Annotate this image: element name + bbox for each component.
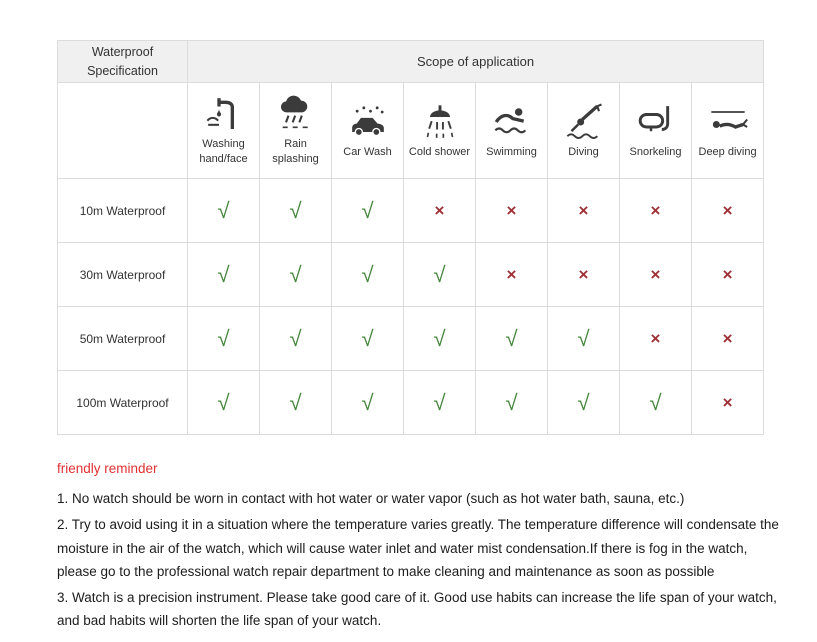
mark-cell: √ [260,179,332,243]
column-header-swimming [476,83,548,179]
column-label: Car Wash [343,145,392,158]
scope-header: Scope of application [188,41,764,83]
mark-cell: × [548,179,620,243]
mark-cell: √ [476,307,548,371]
waterproof-spec-table [57,40,764,435]
row-label: 10m Waterproof [58,179,188,243]
column-label: Rain splashing [272,138,319,165]
row-label: 50m Waterproof [58,307,188,371]
mark-cell: √ [188,307,260,371]
mark-cell: × [692,307,764,371]
mark-cell: √ [548,371,620,435]
mark-cell: √ [332,243,404,307]
notes-section [57,457,779,633]
column-header-coldshower [404,83,476,179]
mark-cell: √ [188,179,260,243]
column-header-diving [548,83,620,179]
column-label: Cold shower [408,145,471,158]
mark-cell: √ [404,307,476,371]
column-header-snorkeling [620,83,692,179]
reminder-title: friendly reminder [57,461,158,476]
swimmer-icon [476,102,547,142]
mark-cell: × [692,243,764,307]
deep-diver-icon [692,102,763,142]
mark-cell: √ [548,307,620,371]
mark-cell: √ [404,243,476,307]
mark-cell: √ [332,179,404,243]
mark-cell: √ [260,307,332,371]
column-header-deepdiving [692,83,764,179]
column-header-carwash [332,83,404,179]
mark-cell: √ [404,371,476,435]
snorkel-mask-icon [620,102,691,142]
faucet-icon [188,94,259,134]
column-label: Diving [568,145,599,158]
column-label: Deep diving [698,145,757,158]
mark-cell: × [620,179,692,243]
column-label: Washing hand/face [199,138,248,165]
mark-cell: √ [332,307,404,371]
mark-cell: × [692,179,764,243]
mark-cell: × [404,179,476,243]
shower-head-icon [404,102,475,142]
mark-cell: √ [332,371,404,435]
mark-cell: × [620,307,692,371]
car-wash-icon [332,102,403,142]
mark-cell: √ [620,371,692,435]
note-item: 2. Try to avoid using it in a situation where the temperature varies greatly. The temperature difference will condensate the moisture in the air of the watch, which will cause water inlet and water mist condensation.If there is fog in the watch, please go to the professional watch repair department to make cleaning and maintenance as soon as possible [57,517,779,579]
rain-cloud-icon [260,94,331,134]
row-label: 30m Waterproof [58,243,188,307]
mark-cell: √ [188,243,260,307]
empty-corner-cell [58,83,188,179]
note-item: 1. No watch should be worn in contact with hot water or water vapor (such as hot water bath, sauna, etc.) [57,491,685,507]
column-label: Swimming [486,145,537,158]
column-label: Snorkeling [629,145,682,158]
mark-cell: × [548,243,620,307]
row-label: 100m Waterproof [58,371,188,435]
diver-icon [548,102,619,142]
note-item: 3. Watch is a precision instrument. Please take good care of it. Good use habits can increase the life span of your watch, and bad habits will shorten the life span of your watch. [57,590,777,629]
mark-cell: √ [260,371,332,435]
mark-cell: × [476,179,548,243]
mark-cell: √ [260,243,332,307]
column-header-washing [188,83,260,179]
mark-cell: × [620,243,692,307]
corner-header: Waterproof Specification [58,41,188,83]
mark-cell: × [476,243,548,307]
mark-cell: √ [476,371,548,435]
mark-cell: × [692,371,764,435]
column-header-rain [260,83,332,179]
mark-cell: √ [188,371,260,435]
